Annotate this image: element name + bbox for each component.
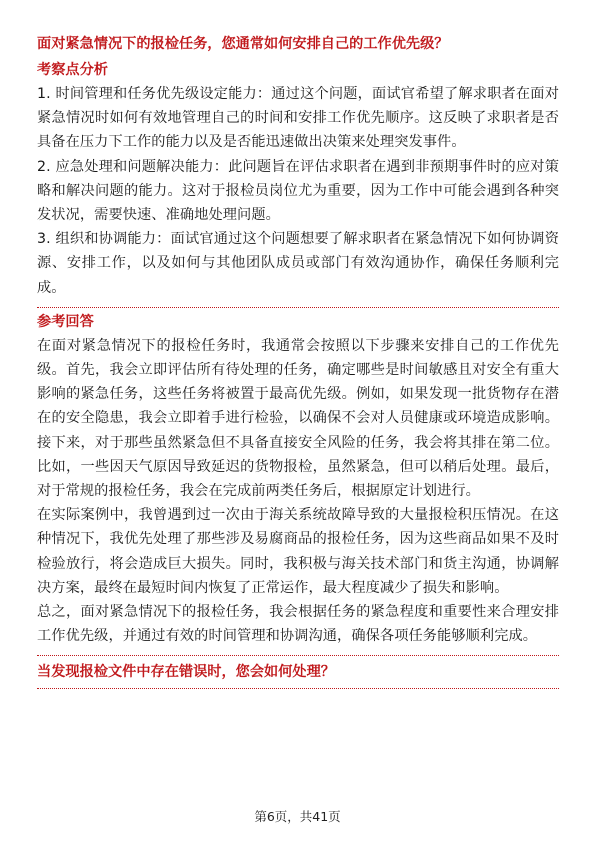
next-question-title: 当发现报检文件中存在错误时，您会如何处理？ [37,664,335,681]
section-divider [37,307,559,308]
answer-paragraph: 在面对紧急情况下的报检任务时，我通常会按照以下步骤来安排自己的工作优先级。首先，我会立即评估所有待处理的任务，确定哪些是时间敏感且对安全有重大影响的紧急任务，这些任务将被置于最高优先级。例如，如果发现一批货物存在潜在的安全隐患，我会立即着手进行检验，以确保不会对人员健康或环境造成影响。接下来，对于那些虽然紧急但不具备直接安全风险的任务，我会将其排在第二位。比如，一些因天气原因导致延迟的货物报检，虽然紧急，但可以稍后处理。最后，对于常规的报检任务，我会在完成前两类任务后，根据原定计划进行。 [37,337,559,500]
answer-paragraph: 在实际案例中，我曾遇到过一次由于海关系统故障导致的大量报检积压情况。在这种情况下，我优先处理了那些涉及易腐商品的报检任务，因为这些商品如果不及时检验放行，将会造成巨大损失。同时，我积极与海关技术部门和货主沟通，协调解决方案，最终在最短时间内恢复了正常运作，最大程度减少了损失和影响。 [37,507,559,596]
analysis-paragraph: 1. 时间管理和任务优先级设定能力：通过这个问题，面试官希望了解求职者在面对紧急情况时如何有效地管理自己的时间和安排工作优先顺序。这反映了求职者是否具备在压力下工作的能力以及是否能迅速做出决策来处理突发事件。 [37,86,559,151]
page-number: 第6页，共41页 [254,809,341,824]
section-divider [37,655,559,656]
answer-heading: 参考回答 [37,313,94,330]
question-title: 面对紧急情况下的报检任务，您通常如何安排自己的工作优先级？ [37,36,449,52]
analysis-paragraph: 2. 应急处理和问题解决能力：此问题旨在评估求职者在遇到非预期事件时的应对策略和解决问题的能力。这对于报检员岗位尤为重要，因为工作中可能会遇到各种突发状况，需要快速、准确地处理问题。 [37,158,559,224]
page-content [37,32,559,689]
analysis-heading: 考察点分析 [37,62,108,78]
answer-paragraph: 总之，面对紧急情况下的报检任务，我会根据任务的紧急程度和重要性来合理安排工作优先级，并通过有效的时间管理和协调沟通，确保各项任务能够顺利完成。 [37,604,559,645]
question-underline [37,688,559,689]
analysis-paragraph: 3. 组织和协调能力：面试官通过这个问题想要了解求职者在紧急情况下如何协调资源、安排工作，以及如何与其他团队成员或部门有效沟通协作，确保任务顺利完成。 [37,231,559,296]
